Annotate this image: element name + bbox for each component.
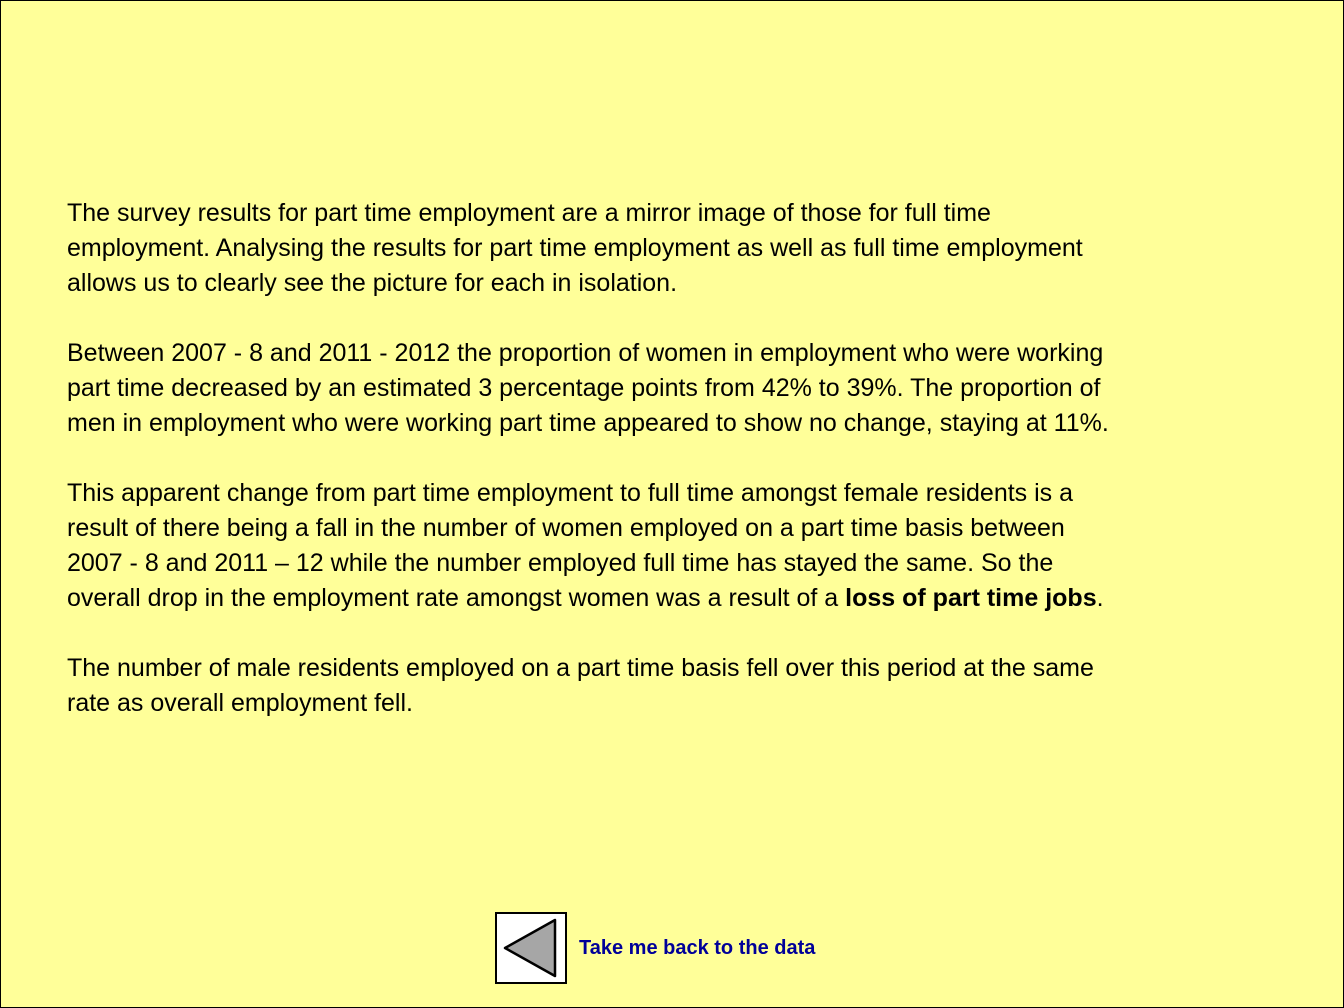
paragraph-line: employment. Analysing the results for part time employment as well as full time employment [67, 234, 1083, 262]
back-to-data-link[interactable]: Take me back to the data [579, 936, 816, 959]
paragraph-line: The survey results for part time employment are a mirror image of those for full time [67, 199, 991, 227]
paragraph-line: rate as overall employment fell. [67, 689, 413, 717]
paragraph-line: The number of male residents employed on a part time basis fell over this period at the same [67, 654, 1094, 682]
emphasis-loss-of-part-time-jobs: loss of part time jobs [845, 584, 1097, 612]
paragraph-female-change [67, 476, 1317, 616]
paragraph-line: allows us to clearly see the picture for each in isolation. [67, 269, 678, 297]
back-navigation [495, 912, 815, 984]
paragraph-line: part time decreased by an estimated 3 percentage points from 42% to 39%. The proportion of [67, 374, 1101, 402]
body-text [67, 196, 1317, 756]
paragraph-women-men-proportion [67, 336, 1317, 441]
paragraph-line: This apparent change from part time employment to full time amongst female residents is a [67, 479, 1074, 507]
back-triangle-icon [497, 914, 565, 982]
paragraph-line-prefix: overall drop in the employment rate amongst women was a result of a [67, 584, 846, 612]
paragraph-line-suffix: . [1096, 584, 1104, 612]
paragraph-part-time-intro [67, 196, 1317, 301]
back-button[interactable] [495, 912, 567, 984]
paragraph-line: result of there being a fall in the number of women employed on a part time basis between [67, 514, 1065, 542]
paragraph-line: Between 2007 - 8 and 2011 - 2012 the proportion of women in employment who were working [67, 339, 1104, 367]
paragraph-line: 2007 - 8 and 2011 – 12 while the number employed full time has stayed the same. So the [67, 549, 1054, 577]
paragraph-male-residents [67, 651, 1317, 721]
paragraph-line: men in employment who were working part time appeared to show no change, staying at 11%. [67, 409, 1109, 437]
